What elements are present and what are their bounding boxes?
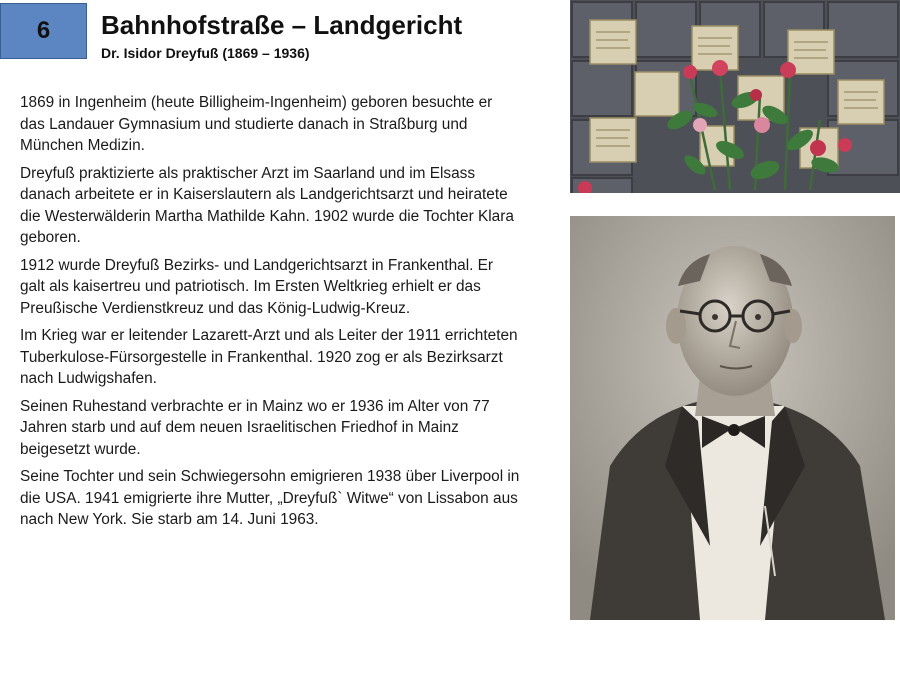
slide-title: Bahnhofstraße – Landgericht (101, 10, 463, 40)
paragraph-war: Im Krieg war er leitender Lazarett-Arzt und als Leiter der 1911 errichteten Tuberkulose-Fürsorgestelle in Frankenthal. 1920 zog er als Bezirksarzt nach Ludwigshafen. (20, 327, 518, 387)
paragraph-retirement: Seinen Ruhestand verbrachte er in Mainz wo er 1936 im Alter von 77 Jahren starb und auf dem neuen Israelitischen Friedhof in Mainz beigesetzt wurde. (20, 397, 490, 458)
slide-number: 6 (36, 17, 51, 44)
slide-number-box (0, 3, 87, 59)
paragraph-career: Dreyfuß praktizierte als praktischer Arzt im Saarland und im Elsass danach arbeitete er in Kaiserslautern als Landgerichtsarzt und heiratete die Westerwälderin Martha Mathilde Kahn. 1902 wurde die Tochter Klara geboren. (20, 164, 514, 246)
paragraph-emigration: Seine Tochter und sein Schwiegersohn emigrieren 1938 über Liverpool in die USA. 1941 emigrierte ihre Mutter, „Dreyfuß` Witwe“ von Lissabon aus nach New York. Sie starb am 14. Juni 1963. (20, 468, 520, 528)
stolpersteine-image (570, 0, 900, 193)
paragraph-frankenthal: 1912 wurde Dreyfuß Bezirks- und Landgerichtsarzt in Frankenthal. Er galt als kaisertreu und patriotisch. Im Ersten Weltkrieg erhielt er das Preußische Verdienstkreuz und das König-Ludwig-Kreuz. (20, 256, 494, 317)
portrait-image (570, 216, 895, 620)
stolpersteine-photo (570, 0, 900, 193)
paragraph-birth: 1869 in Ingenheim (heute Billigheim-Ingenheim) geboren besuchte er das Landauer Gymnasium und studierte danach in Straßburg und München Medizin. (20, 94, 493, 154)
slide-subtitle: Dr. Isidor Dreyfuß (1869 – 1936) (101, 45, 310, 61)
portrait-photo (570, 216, 895, 620)
biography-text (20, 92, 520, 537)
